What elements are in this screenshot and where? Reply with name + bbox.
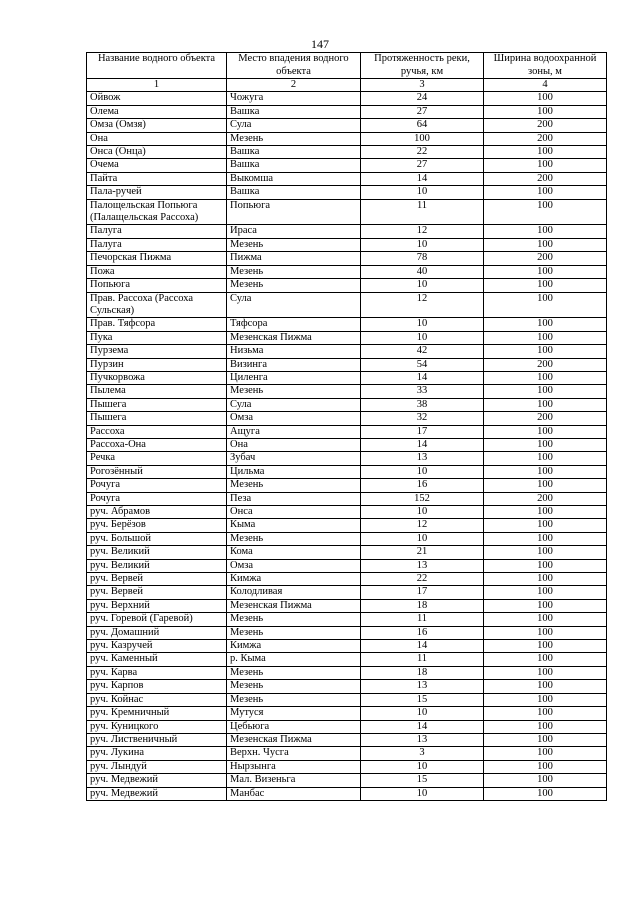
cell-zone-width: 100 [484,452,607,465]
cell-confluence-place: Мезень [227,479,361,492]
table-row [87,385,607,398]
cell-length-km: 10 [361,465,484,478]
cell-confluence-place: Кимжа [227,640,361,653]
cell-water-body-name: Рогозённый [87,465,227,478]
cell-length-km: 42 [361,345,484,358]
cell-confluence-place: Ащуга [227,425,361,438]
cell-water-body-name: Рочуга [87,479,227,492]
table-row [87,425,607,438]
cell-length-km: 11 [361,653,484,666]
cell-confluence-place: Тяфсора [227,318,361,331]
table-row [87,92,607,105]
cell-confluence-place: Мезень [227,238,361,251]
cell-zone-width: 100 [484,199,607,225]
cell-confluence-place: Чожуга [227,92,361,105]
cell-zone-width: 100 [484,279,607,292]
cell-zone-width: 100 [484,640,607,653]
cell-zone-width: 100 [484,506,607,519]
cell-water-body-name: руч. Великий [87,559,227,572]
table-row [87,132,607,145]
table-row [87,146,607,159]
cell-length-km: 100 [361,132,484,145]
cell-length-km: 13 [361,559,484,572]
cell-confluence-place: Кимжа [227,573,361,586]
cell-zone-width: 100 [484,720,607,733]
table-row [87,345,607,358]
cell-length-km: 78 [361,252,484,265]
table-row [87,707,607,720]
cell-length-km: 3 [361,747,484,760]
cell-water-body-name: Пука [87,331,227,344]
cell-confluence-place: Вашка [227,186,361,199]
cell-confluence-place: Мезень [227,132,361,145]
table-row [87,105,607,118]
table-row [87,559,607,572]
cell-zone-width: 100 [484,613,607,626]
cell-confluence-place: Мезенская Пижма [227,733,361,746]
table-row [87,733,607,746]
cell-confluence-place: Мезень [227,693,361,706]
table-row [87,573,607,586]
cell-zone-width: 100 [484,331,607,344]
table-row [87,680,607,693]
table-row [87,626,607,639]
table-row [87,412,607,425]
cell-water-body-name: руч. Лиственичный [87,733,227,746]
cell-zone-width: 100 [484,265,607,278]
header-protection-zone-width: Ширина водоохранной зоны, м [484,53,607,79]
cell-water-body-name: Пышега [87,398,227,411]
cell-length-km: 12 [361,519,484,532]
cell-confluence-place: Омза [227,559,361,572]
cell-confluence-place: Визинга [227,358,361,371]
cell-zone-width: 200 [484,132,607,145]
cell-zone-width: 200 [484,252,607,265]
cell-zone-width: 100 [484,292,607,318]
cell-length-km: 13 [361,452,484,465]
cell-confluence-place: Она [227,438,361,451]
cell-confluence-place: Низьма [227,345,361,358]
cell-confluence-place: Вашка [227,146,361,159]
cell-water-body-name: Олема [87,105,227,118]
cell-water-body-name: руч. Берёзов [87,519,227,532]
cell-confluence-place: Выкомша [227,172,361,185]
cell-water-body-name: руч. Карпов [87,680,227,693]
cell-length-km: 10 [361,760,484,773]
table-row [87,279,607,292]
cell-confluence-place: Мезень [227,279,361,292]
cell-zone-width: 100 [484,586,607,599]
table-row [87,640,607,653]
table-row [87,371,607,384]
cell-water-body-name: руч. Казручей [87,640,227,653]
cell-water-body-name: руч. Карва [87,666,227,679]
table-row [87,292,607,318]
table-row [87,693,607,706]
table-row [87,318,607,331]
cell-zone-width: 200 [484,172,607,185]
table-row [87,653,607,666]
cell-water-body-name: Очема [87,159,227,172]
cell-confluence-place: Мутуся [227,707,361,720]
cell-zone-width: 200 [484,119,607,132]
table-row [87,586,607,599]
cell-length-km: 14 [361,172,484,185]
cell-length-km: 22 [361,573,484,586]
cell-zone-width: 100 [484,146,607,159]
cell-confluence-place: Верхн. Чусга [227,747,361,760]
cell-length-km: 12 [361,225,484,238]
cell-length-km: 10 [361,279,484,292]
cell-length-km: 17 [361,425,484,438]
cell-length-km: 10 [361,186,484,199]
cell-water-body-name: Рочуга [87,492,227,505]
cell-zone-width: 100 [484,787,607,800]
cell-length-km: 40 [361,265,484,278]
cell-zone-width: 100 [484,465,607,478]
cell-confluence-place: Мезенская Пижма [227,599,361,612]
cell-length-km: 14 [361,640,484,653]
table-row [87,666,607,679]
cell-zone-width: 100 [484,707,607,720]
page-number: 147 [311,37,329,51]
cell-water-body-name: Омза (Омзя) [87,119,227,132]
cell-confluence-place: Онса [227,506,361,519]
cell-length-km: 14 [361,438,484,451]
cell-zone-width: 100 [484,747,607,760]
cell-water-body-name: Печорская Пижма [87,252,227,265]
column-number: 2 [227,79,361,92]
cell-zone-width: 100 [484,159,607,172]
cell-water-body-name: Она [87,132,227,145]
cell-length-km: 16 [361,626,484,639]
cell-length-km: 15 [361,774,484,787]
cell-confluence-place: Мал. Визеньга [227,774,361,787]
cell-zone-width: 100 [484,438,607,451]
table-row [87,238,607,251]
cell-zone-width: 100 [484,760,607,773]
cell-zone-width: 100 [484,666,607,679]
cell-zone-width: 100 [484,653,607,666]
cell-confluence-place: Вашка [227,159,361,172]
cell-zone-width: 200 [484,412,607,425]
cell-water-body-name: руч. Абрамов [87,506,227,519]
cell-zone-width: 200 [484,358,607,371]
cell-zone-width: 100 [484,693,607,706]
cell-length-km: 10 [361,506,484,519]
table-row [87,613,607,626]
cell-zone-width: 100 [484,680,607,693]
cell-zone-width: 100 [484,371,607,384]
column-number: 3 [361,79,484,92]
cell-water-body-name: руч. Кремничный [87,707,227,720]
cell-zone-width: 100 [484,345,607,358]
cell-confluence-place: Сула [227,292,361,318]
cell-zone-width: 100 [484,398,607,411]
cell-confluence-place: Мезень [227,613,361,626]
table-row [87,532,607,545]
table-row [87,546,607,559]
cell-water-body-name: руч. Домашний [87,626,227,639]
cell-confluence-place: Колодливая [227,586,361,599]
cell-length-km: 24 [361,92,484,105]
table-row [87,465,607,478]
cell-zone-width: 100 [484,774,607,787]
cell-confluence-place: Мезень [227,680,361,693]
cell-water-body-name: Речка [87,452,227,465]
cell-water-body-name: Прав. Рассоха (Рассоха Сульская) [87,292,227,318]
cell-water-body-name: Ойвож [87,92,227,105]
cell-water-body-name: руч. Медвежий [87,787,227,800]
cell-water-body-name: Пучкорвожа [87,371,227,384]
cell-water-body-name: Онса (Онца) [87,146,227,159]
cell-length-km: 10 [361,532,484,545]
cell-water-body-name: руч. Лындуй [87,760,227,773]
cell-length-km: 13 [361,680,484,693]
cell-zone-width: 100 [484,559,607,572]
cell-zone-width: 100 [484,186,607,199]
table-row [87,186,607,199]
cell-length-km: 14 [361,720,484,733]
table-row [87,438,607,451]
cell-zone-width: 100 [484,425,607,438]
cell-confluence-place: Сула [227,119,361,132]
cell-length-km: 33 [361,385,484,398]
water-bodies-table [86,52,607,801]
header-confluence-place: Место впадения водного объекта [227,53,361,79]
table-row [87,252,607,265]
cell-confluence-place: Кома [227,546,361,559]
header-water-body-name: Название водного объекта [87,53,227,79]
cell-confluence-place: Мезень [227,626,361,639]
cell-confluence-place: Кыма [227,519,361,532]
cell-confluence-place: Омза [227,412,361,425]
cell-length-km: 12 [361,292,484,318]
cell-length-km: 10 [361,318,484,331]
cell-length-km: 27 [361,105,484,118]
table-row [87,398,607,411]
cell-water-body-name: руч. Куницкого [87,720,227,733]
cell-confluence-place: Ираса [227,225,361,238]
cell-confluence-place: Пижма [227,252,361,265]
table-row [87,225,607,238]
table-row [87,506,607,519]
cell-confluence-place: р. Кыма [227,653,361,666]
cell-confluence-place: Пеза [227,492,361,505]
table-body [87,92,607,801]
table-row [87,760,607,773]
table-row [87,479,607,492]
cell-length-km: 38 [361,398,484,411]
cell-confluence-place: Вашка [227,105,361,118]
cell-confluence-place: Зубач [227,452,361,465]
cell-water-body-name: Прав. Тяфсора [87,318,227,331]
cell-water-body-name: Рассоха [87,425,227,438]
cell-length-km: 22 [361,146,484,159]
cell-zone-width: 100 [484,546,607,559]
cell-water-body-name: Пайта [87,172,227,185]
cell-water-body-name: руч. Большой [87,532,227,545]
table-row [87,774,607,787]
cell-length-km: 10 [361,331,484,344]
cell-zone-width: 100 [484,479,607,492]
cell-zone-width: 100 [484,573,607,586]
cell-length-km: 10 [361,707,484,720]
cell-water-body-name: руч. Великий [87,546,227,559]
cell-confluence-place: Попьюга [227,199,361,225]
column-number: 4 [484,79,607,92]
cell-length-km: 54 [361,358,484,371]
cell-length-km: 11 [361,199,484,225]
cell-zone-width: 100 [484,626,607,639]
table-row [87,492,607,505]
cell-confluence-place: Мезенская Пижма [227,331,361,344]
table-row [87,519,607,532]
table-row [87,358,607,371]
table-row [87,199,607,225]
cell-water-body-name: Попьюга [87,279,227,292]
table-row [87,747,607,760]
cell-length-km: 64 [361,119,484,132]
cell-length-km: 10 [361,238,484,251]
cell-zone-width: 100 [484,318,607,331]
cell-water-body-name: руч. Горевой (Гаревой) [87,613,227,626]
cell-length-km: 11 [361,613,484,626]
cell-confluence-place: Цильма [227,465,361,478]
cell-length-km: 13 [361,733,484,746]
cell-zone-width: 100 [484,385,607,398]
column-number-row [87,79,607,92]
cell-confluence-place: Мезень [227,532,361,545]
cell-zone-width: 100 [484,225,607,238]
cell-zone-width: 100 [484,599,607,612]
cell-water-body-name: Пылема [87,385,227,398]
cell-water-body-name: Пурзема [87,345,227,358]
cell-zone-width: 200 [484,492,607,505]
table-header-row [87,53,607,79]
cell-water-body-name: руч. Каменный [87,653,227,666]
cell-length-km: 27 [361,159,484,172]
cell-confluence-place: Циленга [227,371,361,384]
table-row [87,265,607,278]
cell-water-body-name: Пала-ручей [87,186,227,199]
cell-water-body-name: руч. Койнас [87,693,227,706]
cell-zone-width: 100 [484,733,607,746]
cell-water-body-name: руч. Верхний [87,599,227,612]
table-row [87,720,607,733]
cell-zone-width: 100 [484,238,607,251]
cell-water-body-name: Пурзин [87,358,227,371]
cell-length-km: 32 [361,412,484,425]
cell-confluence-place: Манбас [227,787,361,800]
cell-confluence-place: Сула [227,398,361,411]
cell-length-km: 18 [361,666,484,679]
cell-zone-width: 100 [484,519,607,532]
table-row [87,119,607,132]
table-row [87,331,607,344]
cell-length-km: 15 [361,693,484,706]
cell-length-km: 17 [361,586,484,599]
cell-length-km: 10 [361,787,484,800]
cell-water-body-name: Пышега [87,412,227,425]
cell-confluence-place: Мезень [227,385,361,398]
cell-zone-width: 100 [484,92,607,105]
cell-water-body-name: руч. Медвежий [87,774,227,787]
cell-confluence-place: Мезень [227,666,361,679]
cell-water-body-name: Палуга [87,225,227,238]
table-row [87,159,607,172]
column-number: 1 [87,79,227,92]
cell-water-body-name: Палуга [87,238,227,251]
cell-water-body-name: руч. Лукина [87,747,227,760]
cell-length-km: 18 [361,599,484,612]
cell-zone-width: 100 [484,105,607,118]
cell-length-km: 152 [361,492,484,505]
cell-water-body-name: Палощельская Попьюга (Палащельская Рассоха) [87,199,227,225]
header-length-km: Протяженность реки, ручья, км [361,53,484,79]
table-row [87,172,607,185]
table-row [87,787,607,800]
cell-water-body-name: Рассоха-Она [87,438,227,451]
cell-length-km: 14 [361,371,484,384]
cell-water-body-name: Пожа [87,265,227,278]
cell-length-km: 21 [361,546,484,559]
cell-confluence-place: Мезень [227,265,361,278]
table-row [87,599,607,612]
cell-confluence-place: Нырзынга [227,760,361,773]
cell-zone-width: 100 [484,532,607,545]
cell-water-body-name: руч. Вервей [87,573,227,586]
cell-water-body-name: руч. Вервей [87,586,227,599]
cell-confluence-place: Цебьюга [227,720,361,733]
table-row [87,452,607,465]
cell-length-km: 16 [361,479,484,492]
